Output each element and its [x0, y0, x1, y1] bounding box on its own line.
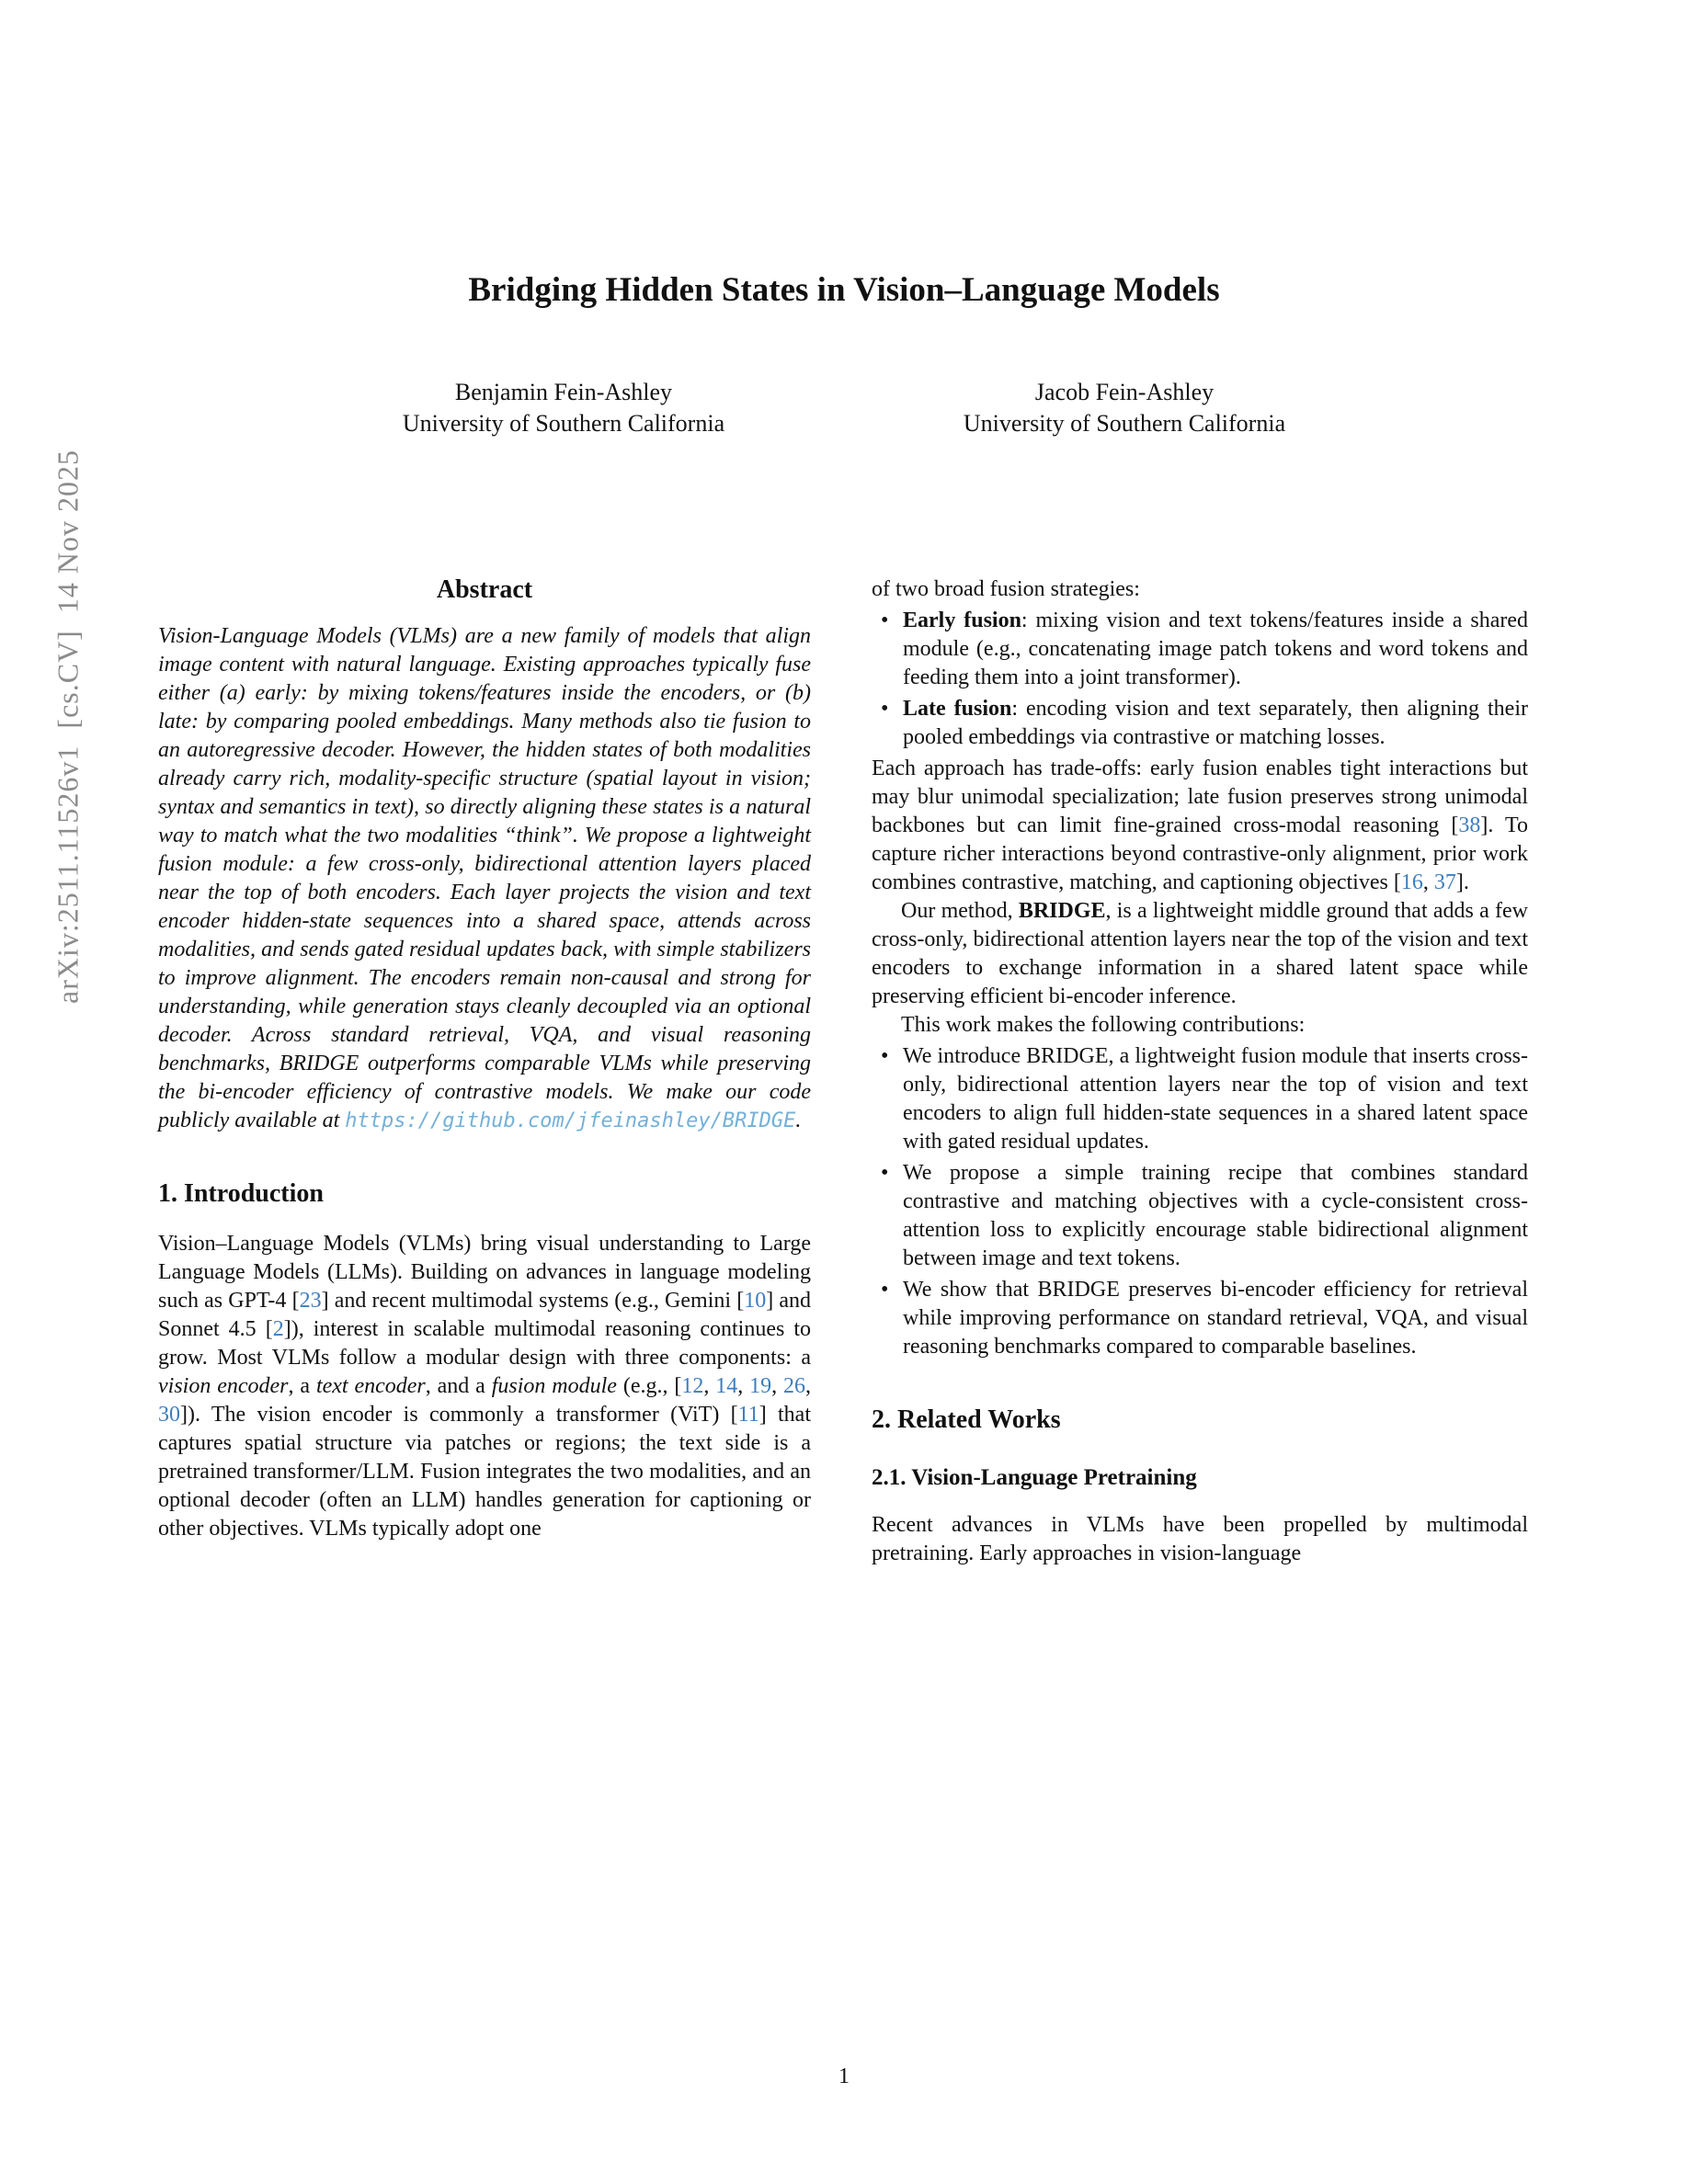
bullet-icon: • — [881, 697, 889, 721]
text-span: ]), interest in scalable multimodal reasoning continues to grow. Most VLMs follow a modular design with three components: a — [158, 1317, 811, 1370]
text-span: Recent advances in VLMs have been propelled by multimodal pretraining. Early approaches in vision-language — [872, 1513, 1528, 1565]
text-span: , — [771, 1374, 784, 1398]
left-column — [158, 575, 811, 1543]
text-span: ]. To capture richer interactions beyond contrastive-only alignment, prior work combines contrastive, matching, and captioning objectives [ — [872, 813, 1528, 894]
citation-link[interactable]: 2 — [272, 1317, 284, 1341]
paper-title: Bridging Hidden States in Vision–Language Models — [468, 271, 1220, 309]
citation-link[interactable]: 14 — [715, 1374, 738, 1398]
text-span: ] that captures spatial structure via patches or regions; the text side is a pretrained transformer/LLM. Fusion integrates the two modalities, and an optional decoder (often an LLM) handles generation for captioning or other objectives. VLMs typically adopt one — [158, 1403, 811, 1541]
text-span: vision encoder — [158, 1374, 289, 1398]
text-span: Vision-Language Models (VLMs) are a new family of models that align image content with natural language. Existing approaches typically fuse either (a) early: by mixing tokens/features inside the encoders, or (b) late: by comparing pooled embeddings. Many methods also tie fusion to an autoregressive decoder. However, the hidden states of both modalities already carry rich, modality-specific structure (spatial layout in vision; syntax and semantics in text), so directly aligning these states is a natural way to match what the two modalities “think”. We propose a lightweight fusion module: a few cross-only, bidirectional attention layers placed near the top of both encoders. Each layer projects the vision and text encoder hidden-state sequences into a shared space, attends across modalities, and sends gated residual updates back, with simple stabilizers to improve alignment. The encoders remain non-causal and strong for understanding, while generation stays cleanly decoupled via an optional decoder. Across standard retrieval, VQA, and visual reasoning benchmarks, BRIDGE outperforms comparable VLMs while preserving the bi-encoder efficiency of contrastive models. We make our code publicly available at — [158, 624, 811, 1132]
bullet-item — [872, 1042, 1528, 1156]
bullet-item — [872, 1159, 1528, 1273]
text-span: Our method, — [901, 899, 1019, 923]
paragraph — [158, 1230, 811, 1543]
text-span: This work makes the following contributions: — [901, 1013, 1306, 1037]
url-link[interactable]: https://github.com/jfeinashley/BRIDGE — [345, 1109, 796, 1132]
bullet-icon: • — [881, 1161, 889, 1185]
text-span: , and a — [425, 1374, 492, 1398]
citation-link[interactable]: 16 — [1400, 870, 1423, 894]
citation-link[interactable]: 37 — [1433, 870, 1456, 894]
citation-link[interactable]: 10 — [744, 1289, 767, 1313]
citation-link[interactable]: 23 — [299, 1289, 322, 1313]
text-span: , a — [288, 1374, 316, 1398]
right-column — [872, 575, 1528, 1568]
bullet-icon: • — [881, 1278, 889, 1302]
text-span: , is a lightweight middle ground that adds a few cross-only, bidirectional attention layers near the top of the vision and text encoders to exchange information in a shared latent space while preserving efficient bi-encoder inference. — [872, 899, 1528, 1008]
text-span: ] and recent multimodal systems (e.g., Gemini [ — [321, 1289, 745, 1313]
bullet-item — [872, 1276, 1528, 1361]
text-span: We show that BRIDGE preserves bi-encoder efficiency for retrieval while improving performance on standard retrieval, VQA, and visual reasoning benchmarks compared to comparable baselines. — [903, 1278, 1528, 1359]
paragraph — [872, 755, 1528, 897]
text-span: ]). The vision encoder is commonly a transformer (ViT) [ — [180, 1403, 738, 1427]
citation-link[interactable]: 12 — [681, 1374, 704, 1398]
citation-link[interactable]: 38 — [1458, 813, 1481, 837]
text-span: , — [1422, 870, 1434, 894]
citation-link[interactable]: 30 — [158, 1403, 180, 1427]
page-number: 1 — [838, 2065, 850, 2088]
citation-link[interactable]: 26 — [783, 1374, 806, 1398]
text-span: Early fusion — [903, 609, 1021, 632]
abstract-paragraph — [158, 622, 811, 1135]
author-block — [867, 377, 1382, 439]
text-span: Vision–Language Models (VLMs) bring visual understanding to Large Language Models (LLMs). Building on advances in language modeling such as GPT-4 [ — [158, 1232, 811, 1313]
author-name: Benjamin Fein-Ashley — [454, 379, 673, 405]
text-span: text encoder — [315, 1374, 426, 1398]
paragraph — [872, 897, 1528, 1011]
bullet-item — [872, 695, 1528, 752]
author-affiliation: University of Southern California — [963, 410, 1286, 437]
paragraph — [872, 1511, 1528, 1568]
subsection-heading: 2.1. Vision-Language Pretraining — [872, 1465, 1197, 1490]
paragraph — [872, 1011, 1528, 1040]
text-span: , — [703, 1374, 716, 1398]
abstract-heading: Abstract — [436, 575, 533, 604]
paragraph — [872, 575, 1528, 604]
section-heading: 2. Related Works — [872, 1405, 1061, 1434]
citation-link[interactable]: 19 — [749, 1374, 772, 1398]
text-span: Late fusion — [903, 697, 1012, 721]
text-span: fusion module — [491, 1374, 617, 1398]
bullet-icon: • — [881, 1044, 889, 1068]
text-span: of two broad fusion strategies: — [872, 577, 1140, 601]
bullet-icon: • — [881, 609, 889, 632]
text-span: We introduce BRIDGE, a lightweight fusion module that inserts cross-only, bidirectional attention layers near the top of vision and text encoders to align full hidden-state sequences in a shared latent space with gated residual updates. — [903, 1044, 1528, 1154]
author-affiliation: University of Southern California — [402, 410, 725, 437]
text-span: : encoding vision and text separately, then aligning their pooled embeddings via contrastive or matching losses. — [903, 697, 1528, 749]
text-span: ] and Sonnet 4.5 [ — [158, 1289, 811, 1341]
text-span: ]. — [1455, 870, 1469, 894]
text-span: , — [737, 1374, 750, 1398]
text-span: , — [805, 1374, 812, 1398]
bullet-item — [872, 607, 1528, 692]
author-block — [306, 377, 821, 439]
text-span: We propose a simple training recipe that combines standard contrastive and matching objectives with a cycle-consistent cross-attention loss to explicitly encourage stable bidirectional alignment between image and text tokens. — [903, 1161, 1528, 1270]
section-heading: 1. Introduction — [158, 1179, 324, 1208]
author-name: Jacob Fein-Ashley — [1034, 379, 1215, 405]
arxiv-sidebar-banner: arXiv:2511.11526v1 [cs.CV] 14 Nov 2025 — [51, 449, 85, 1004]
text-span: Each approach has trade-offs: early fusion enables tight interactions but may blur unimodal specialization; late fusion preserves strong unimodal backbones but can limit fine-grained cross-modal reasoning [ — [872, 756, 1528, 837]
text-span: (e.g., [ — [616, 1374, 682, 1398]
text-span: : mixing vision and text tokens/features inside a shared module (e.g., concatenating image patch tokens and word tokens and feeding them into a joint transformer). — [903, 609, 1528, 689]
citation-link[interactable]: 11 — [737, 1403, 759, 1427]
authors-row — [0, 377, 1688, 439]
text-span: . — [795, 1109, 802, 1132]
text-span: BRIDGE — [1018, 899, 1106, 923]
